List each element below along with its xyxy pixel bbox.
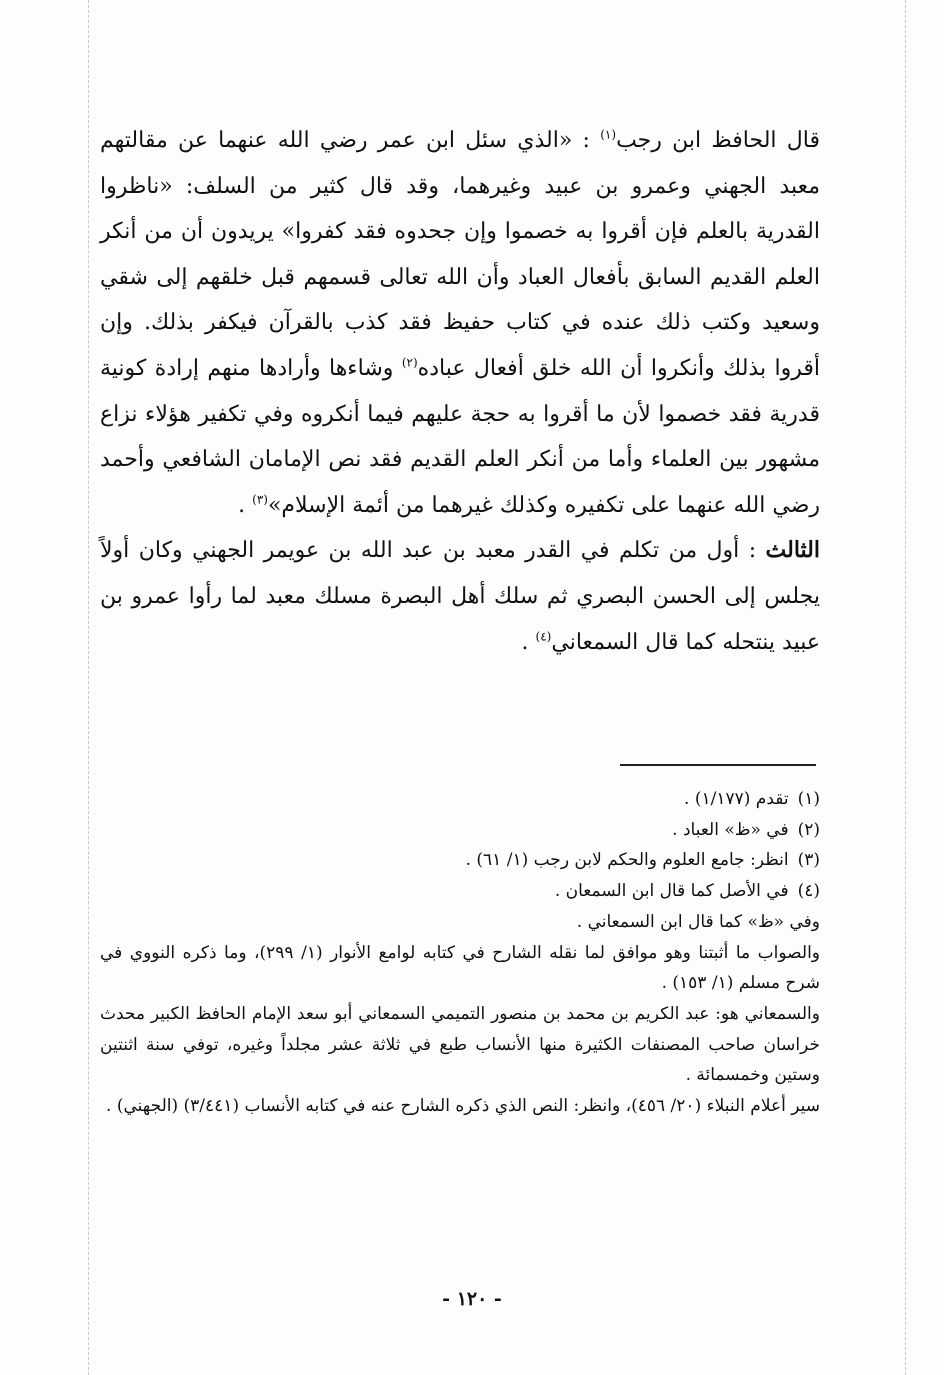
paragraph-1 xyxy=(100,118,820,528)
footnote-text: تقدم (١/١٧٧) . xyxy=(684,789,789,809)
paragraph-1-text: : «الذي سئل ابن عمر رضي الله عنهما عن مقالتهم معبد الجهني وعمرو بن عبيد وغيرهما، وقد قال كثير من السلف: «ناظروا القدرية بالعلم فإن أقروا به خصموا وإن جحدوه فقد كفروا» يريدون أن من أنكر العلم القديم السابق بأفعال العباد وأن الله تعالى قسمهم قبل خلقهم إلى شقي وسعيد وكتب ذلك عنده في كتاب حفيظ فقد كذب بالقرآن فيكفر بذلك. وإن أقروا بذلك وأنكروا أن الله خلق أفعال عباده xyxy=(100,128,820,381)
paragraph-1-text-2: وشاءها وأرادها منهم إرادة كونية قدرية فقد خصموا لأن ما أقروا به حجة عليهم فيما أنكروه وفي تكفير هؤلاء نزاع مشهور بين العلماء وأما من أنكر العلم القديم فقد نص الإمامان الشافعي وأحمد رضي الله عنهما على تكفيره وكذلك غيرهما من أئمة الإسلام» xyxy=(100,355,820,518)
footnote-2 xyxy=(100,815,820,846)
footnote-1 xyxy=(100,784,820,815)
page-number: - ١٢٠ - xyxy=(442,1288,502,1310)
footnote-number: (٣) xyxy=(797,850,820,871)
paragraph-2-end: . xyxy=(521,629,536,655)
footnote-4-line: والسمعاني هو: عبد الكريم بن محمد بن منصور التميمي السمعاني أبو سعد الإمام الحافظ الكبير محدث خراسان صاحب المصنفات الكثيرة منها الأنساب طبع في ثلاثة عشر مجلداً وغيره، توفي سنة اثنتين وستين وخمسمائة . xyxy=(100,1003,820,1086)
footnote-4-line: وفي «ظ» كما قال ابن السمعاني . xyxy=(576,911,820,932)
footnote-number: (٢) xyxy=(797,819,820,840)
footnote-number: (١) xyxy=(797,789,820,809)
main-text xyxy=(100,118,820,665)
footnote-text: في «ظ» العباد . xyxy=(672,819,789,840)
footnotes xyxy=(100,784,820,1122)
footnote-ref-2[interactable]: (٢) xyxy=(401,355,418,370)
paragraph-2 xyxy=(100,528,820,665)
footnote-4-line: سير أعلام النبلاء (٢٠/ ٤٥٦)، وانظر: النص الذي ذكره الشارح عنه في كتابه الأنساب (٣/٤٤١) (الجهني) . xyxy=(106,1096,820,1117)
footnote-4-line: والصواب ما أثبتنا وهو موافق لما نقله الشارح في كتابه لوامع الأنوار (١/ ٢٩٩)، وما ذكره النووي في شرح مسلم (١/ ١٥٣) . xyxy=(100,942,820,994)
footnote-3 xyxy=(100,845,820,876)
footnote-ref-4[interactable]: (٤) xyxy=(535,629,552,644)
footnote-4 xyxy=(100,876,820,907)
paragraph-1-end: . xyxy=(238,492,253,518)
footnote-number: (٤) xyxy=(797,881,820,902)
footnote-ref-1[interactable]: (١) xyxy=(600,127,617,142)
section-label-third: الثالث xyxy=(765,537,820,564)
footnote-text: انظر: جامع العلوم والحكم لابن رجب (١/ ٦١) . xyxy=(465,850,789,871)
paragraph-2-text: : أول من تكلم في القدر معبد بن عبد الله بن عويمر الجهني وكان أولاً يجلس إلى الحسن البصري ثم سلك أهل البصرة مسلك معبد لما رأوا عمرو بن عبيد ينتحله كما قال السمعاني xyxy=(100,538,820,655)
footnote-separator xyxy=(620,764,816,766)
scan-edge-left xyxy=(88,0,89,1375)
scan-edge-right xyxy=(905,0,906,1375)
paragraph-1-pre: قال الحافظ ابن رجب xyxy=(616,128,820,153)
footnote-text: في الأصل كما قال ابن السمعان . xyxy=(554,881,789,902)
footnote-ref-3[interactable]: (٣) xyxy=(252,492,268,507)
